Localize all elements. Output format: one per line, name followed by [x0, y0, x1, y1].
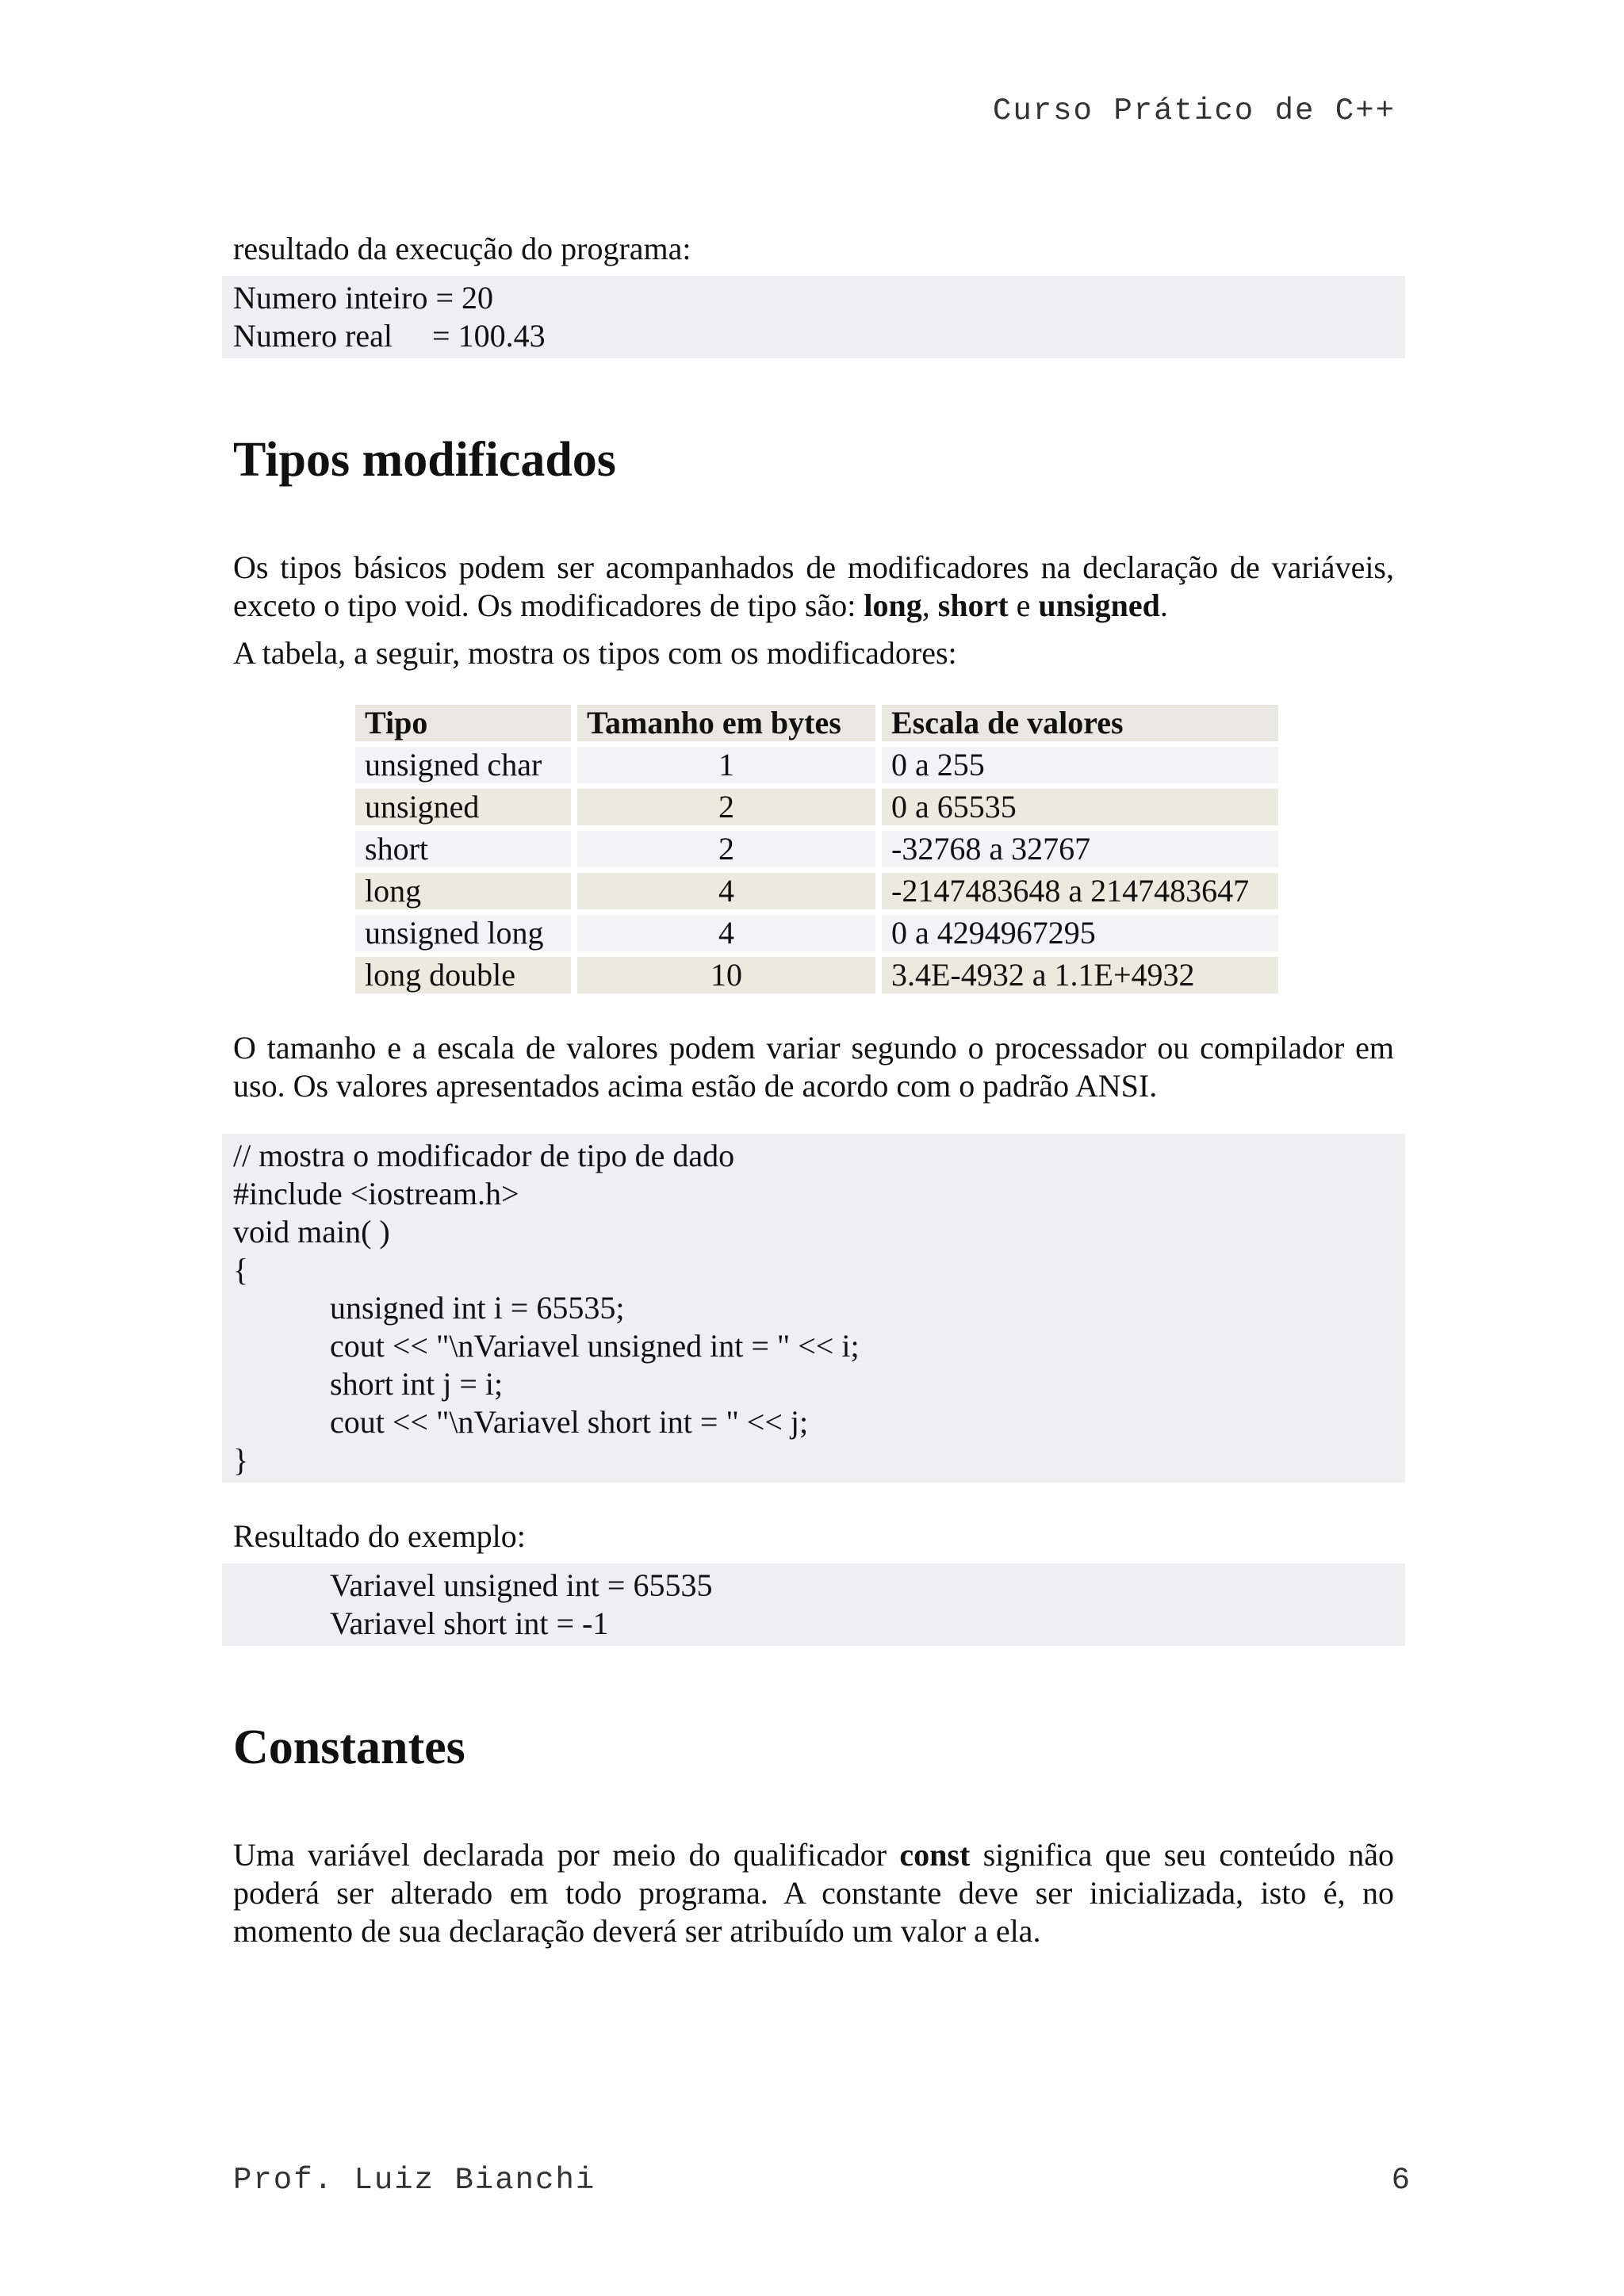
code-line: {	[233, 1252, 249, 1288]
table-header-row	[355, 705, 1278, 741]
code-line: short int j = i;	[330, 1366, 504, 1402]
cell-tamanho: 1	[577, 747, 875, 783]
page-number: 6	[1391, 2163, 1410, 2198]
cell-tipo: long	[355, 873, 571, 909]
text-span: ,	[921, 587, 938, 623]
keyword-unsigned: unsigned	[1038, 587, 1160, 623]
heading-tipos-modificados: Tipos modificados	[233, 433, 616, 487]
paragraph-ansi-note: O tamanho e a escala de valores podem variar segundo o processador ou compilador em uso. Os valores apresentados acima estão de acordo com o padrão ANSI.	[233, 1030, 1394, 1104]
result-label: Resultado do exemplo:	[233, 1518, 526, 1554]
text-span: e	[1008, 587, 1039, 623]
column-header-tamanho: Tamanho em bytes	[577, 705, 875, 741]
table-row	[355, 915, 1278, 951]
paragraph-table-intro: A tabela, a seguir, mostra os tipos com os modificadores:	[233, 635, 957, 671]
code-line: #include <iostream.h>	[233, 1176, 519, 1211]
column-header-escala: Escala de valores	[882, 705, 1278, 741]
text-span: Uma variável declarada por meio do qualificador	[233, 1837, 900, 1873]
table-row	[355, 747, 1278, 783]
intro-result-output	[222, 276, 1405, 358]
text-span: .	[1159, 587, 1168, 623]
cell-escala: 0 a 4294967295	[882, 915, 1278, 951]
cell-tamanho: 10	[577, 957, 875, 993]
result-output	[222, 1563, 1405, 1646]
cell-escala: -2147483648 a 2147483647	[882, 873, 1278, 909]
table-row	[355, 957, 1278, 993]
footer-author: Prof. Luiz Bianchi	[233, 2163, 596, 2198]
cell-tipo: short	[355, 831, 571, 867]
code-line: }	[233, 1442, 249, 1478]
text-span: Os tipos básicos podem ser acompanhados de modificadores na declaração de variáveis, exceto o tipo void. Os modificadores de tipo são:	[233, 549, 1394, 623]
heading-constantes: Constantes	[233, 1720, 465, 1774]
keyword-const: const	[899, 1837, 971, 1873]
cell-escala: 0 a 65535	[882, 789, 1278, 825]
cell-escala: 3.4E-4932 a 1.1E+4932	[882, 957, 1278, 993]
types-table	[349, 699, 1285, 999]
paragraph-constants	[233, 1836, 1394, 1950]
page-content	[233, 230, 1394, 1950]
cell-tamanho: 4	[577, 915, 875, 951]
output-line: Numero inteiro = 20	[233, 280, 494, 316]
cell-tamanho: 4	[577, 873, 875, 909]
cell-tipo: long double	[355, 957, 571, 993]
code-line: cout << "\nVariavel short int = " << j;	[330, 1404, 809, 1440]
text-span: significa que seu conteúdo não poderá ser alterado em todo programa. A constante deve ser inicializada, isto é, no momento de sua declaração deverá ser atribuído um valor a ela.	[233, 1837, 1394, 1949]
cell-escala: 0 a 255	[882, 747, 1278, 783]
table-row	[355, 789, 1278, 825]
cell-tamanho: 2	[577, 789, 875, 825]
intro-result-label: resultado da execução do programa:	[233, 231, 691, 266]
cell-tipo: unsigned char	[355, 747, 571, 783]
table-row	[355, 831, 1278, 867]
output-line: Variavel unsigned int = 65535	[330, 1567, 713, 1603]
running-header: Curso Prático de C++	[992, 94, 1396, 128]
cell-escala: -32768 a 32767	[882, 831, 1278, 867]
keyword-long: long	[864, 587, 922, 623]
table-row	[355, 873, 1278, 909]
keyword-short: short	[937, 587, 1009, 623]
code-line: // mostra o modificador de tipo de dado	[233, 1138, 735, 1173]
paragraph-modifiers	[233, 549, 1394, 625]
cell-tipo: unsigned	[355, 789, 571, 825]
code-listing	[222, 1134, 1405, 1483]
output-line: Numero real = 100.43	[233, 318, 546, 354]
cell-tamanho: 2	[577, 831, 875, 867]
code-line: unsigned int i = 65535;	[330, 1290, 625, 1326]
code-line: void main( )	[233, 1214, 390, 1249]
column-header-tipo: Tipo	[355, 705, 571, 741]
cell-tipo: unsigned long	[355, 915, 571, 951]
output-line: Variavel short int = -1	[330, 1605, 609, 1641]
code-line: cout << "\nVariavel unsigned int = " << i;	[330, 1328, 860, 1364]
